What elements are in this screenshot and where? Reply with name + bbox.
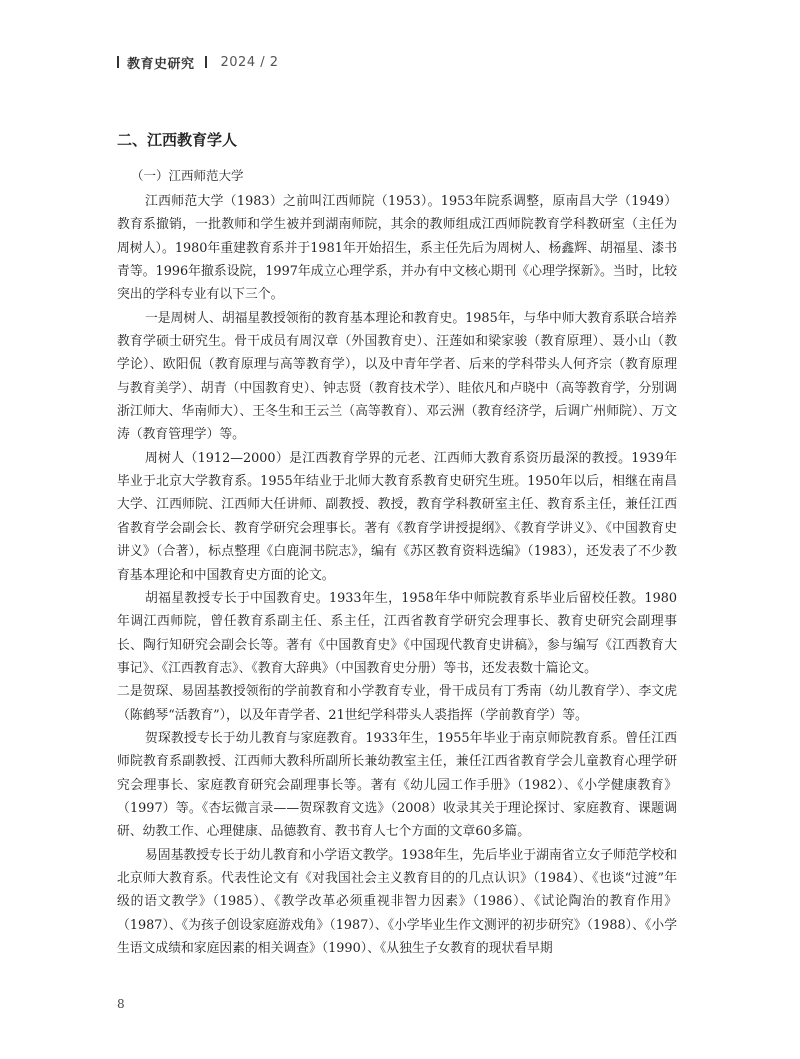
paragraph-3: 周树人（1912—2000）是江西教育学界的元老、江西师大教育系资历最深的教授。1939年毕业于北京大学教育系。1955年结业于北师大教育系教育史研究生班。1950年以后，相继在南昌大学、江西师院、江西师大任讲师、副教授、教授，教育学科教研室主任、教育系主任，兼任江西省教育学会副会长、教育学研究会理事长。著有《教育学讲授提纲》、《教育学讲义》、《中国教育史讲义》（合著），标点整理《白鹿洞书院志》，编有《苏区教育资料选编》（1983），还发表了不少教育基本理论和中国教育史方面的论文。	[117, 450, 677, 583]
journal-name: 教育史研究	[127, 56, 195, 72]
header-divider-right	[205, 56, 207, 68]
subsection-title: （一）江西师范大学	[131, 168, 244, 183]
paragraph-6: 贺琛教授专长于幼儿教育与家庭教育。1933年生，1955年毕业于南京师院教育系。曾任江西师院教育系副教授、江西师大教科所副所长兼幼教室主任，兼任江西省教育学会儿童教育心理学研究会理事长、家庭教育研究会副理事长等。著有《幼儿园工作手册》（1982）、《小学健康教育》（1997）等。《杏坛微言录——贺琛教育文选》（2008）收录其关于理论探讨、家庭教育、课题调研、幼教工作、心理健康、品德教育、教书育人七个方面的文章60多篇。	[117, 730, 677, 840]
issue-number: 2024 / 2	[220, 54, 279, 70]
paragraph-4: 胡福星教授专长于中国教育史。1933年生，1958年华中师院教育系毕业后留校任教。1980年调江西师院，曾任教育系副主任、系主任，江西省教育学研究会理事长、教育史研究会副理事长、陶行知研究会副会长等。著有《中国教育史》《中国现代教育史讲稿》，参与编写《江西教育大事记》、《江西教育志》、《教育大辞典》（中国教育史分册）等书，还发表数十篇论文。	[117, 590, 677, 676]
page-number: 8	[117, 997, 125, 1011]
running-header	[117, 52, 279, 72]
paragraph-7: 易固基教授专长于幼儿教育和小学语文教学。1938年生，先后毕业于湖南省立女子师范学校和北京师大教育系。代表性论文有《对我国社会主义教育目的的几点认识》（1984）、《也谈“过渡”年级的语文教学》（1985）、《教学改革必须重视非智力因素》（1986）、《试论陶治的教育作用》（1987）、《为孩子创设家庭游戏角》（1987）、《小学毕业生作文测评的初步研究》（1988）、《小学生语文成绩和家庭因素的相关调查》（1990）、《从独生子女教育的现状看早期	[117, 847, 677, 956]
paragraph-1: 江西师范大学（1983）之前叫江西师院（1953）。1953年院系调整，原南昌大学（1949）教育系撤销，一批教师和学生被并到湖南师院，其余的教师组成江西师院教育学科教研室（主任为周树人）。1980年重建教育系并于1981年开始招生，系主任先后为周树人、杨鑫辉、胡福星、漆书青等。1996年撤系设院，1997年成立心理学系，并办有中文核心期刊《心理学探新》。当时，比较突出的学科专业有以下三个。	[117, 194, 677, 303]
paragraph-5: 二是贺琛、易固基教授领衔的学前教育和小学教育专业，骨干成员有丁秀南（幼儿教育学）、李文虎（陈鹤琴“活教育”），以及年青学者、21世纪学科带头人裘指挥（学前教育学）等。	[117, 684, 677, 723]
paragraph-2: 一是周树人、胡福星教授领衔的教育基本理论和教育史。1985年，与华中师大教育系联合培养教育学硕士研究生。骨干成员有周汉章（外国教育史）、汪莲如和梁家骏（教育原理）、聂小山（教学论）、欧阳侃（教育原理与高等教育学），以及中青年学者、后来的学科带头人何齐宗（教育原理与教育美学）、胡青（中国教育史）、钟志贤（教育技术学）、眭依凡和卢晓中（高等教育学，分别调浙江师大、华南师大）、王冬生和王云兰（高等教育）、邓云洲（教育经济学，后调广州师院）、万文涛（教育管理学）等。	[117, 310, 677, 443]
article-body	[117, 128, 677, 960]
header-divider-left	[117, 56, 119, 68]
section-title: 二、江西教育学人	[117, 131, 238, 149]
